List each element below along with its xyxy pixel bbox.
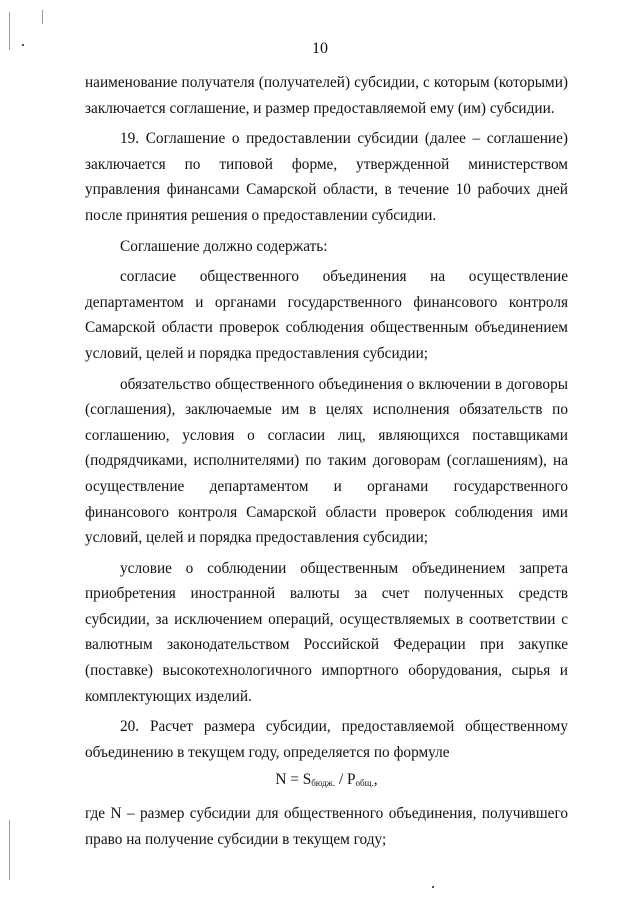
paragraph-20: 20. Расчет размера субсидии, предоставляемой общественному объединению в текущем году, определяется по формуле — [85, 718, 568, 761]
formula-sub-budget: бюдж. — [311, 778, 336, 789]
scan-artifact-left-line-bottom — [9, 820, 10, 880]
formula-lhs: N = S — [275, 771, 312, 789]
paragraph-agreement-contents: Соглашение должно содержать: — [120, 237, 328, 255]
paragraph-currency-condition: условие о соблюдении общественным объединением запрета приобретения иностранной валюты за счет полученных средств субсидии, за исключением операций, осуществляемых в соответствии с валютным законодательством Российской Федерации при закупке (поставке) высокотехнологичного импортного оборудования, сырья и комплектующих изделий. — [85, 559, 568, 705]
paragraph-19: 19. Соглашение о предоставлении субсидии (далее – соглашение) заключается по типовой форме, утвержденной министерством управления финансами Самарской области, в течение 10 рабочих дней после принятия решения о предоставлении субсидии. — [85, 130, 568, 224]
formula-mid: / P — [335, 771, 356, 789]
formula — [85, 767, 568, 797]
document-body — [85, 70, 568, 852]
page-number: 10 — [312, 40, 328, 57]
paragraph-consent: согласие общественного объединения на осуществление департаментом и органами государственного финансового контроля Самарской области проверок соблюдения общественным объединением условий, целей и порядка предоставления субсидии; — [85, 268, 568, 362]
paragraph-obligation: обязательство общественного объединения о включении в договоры (соглашения), заключаемые им в целях исполнения обязательств по соглашению, условия о согласии лиц, являющихся поставщиками (подрядчиками, исполнителями) по таким договорам (соглашениям), на осуществление департаментом и органами государственного финансового контроля Самарской области проверок соблюдения ими условий, целей и порядка предоставления субсидии; — [85, 375, 568, 547]
formula-sub-total: общ. — [355, 778, 374, 789]
paragraph-continuation: наименование получателя (получателей) субсидии, с которым (которыми) заключается соглашение, и размер предоставляемой ему (им) субсидии. — [85, 74, 568, 117]
paragraph-where-n: где N – размер субсидии для общественного объединения, получившего право на получение субсидии в текущем году; — [85, 805, 568, 848]
scan-artifact-top-left — [42, 10, 43, 24]
formula-tail: , — [373, 771, 378, 789]
scan-artifact-bottom-dot — [432, 886, 434, 888]
